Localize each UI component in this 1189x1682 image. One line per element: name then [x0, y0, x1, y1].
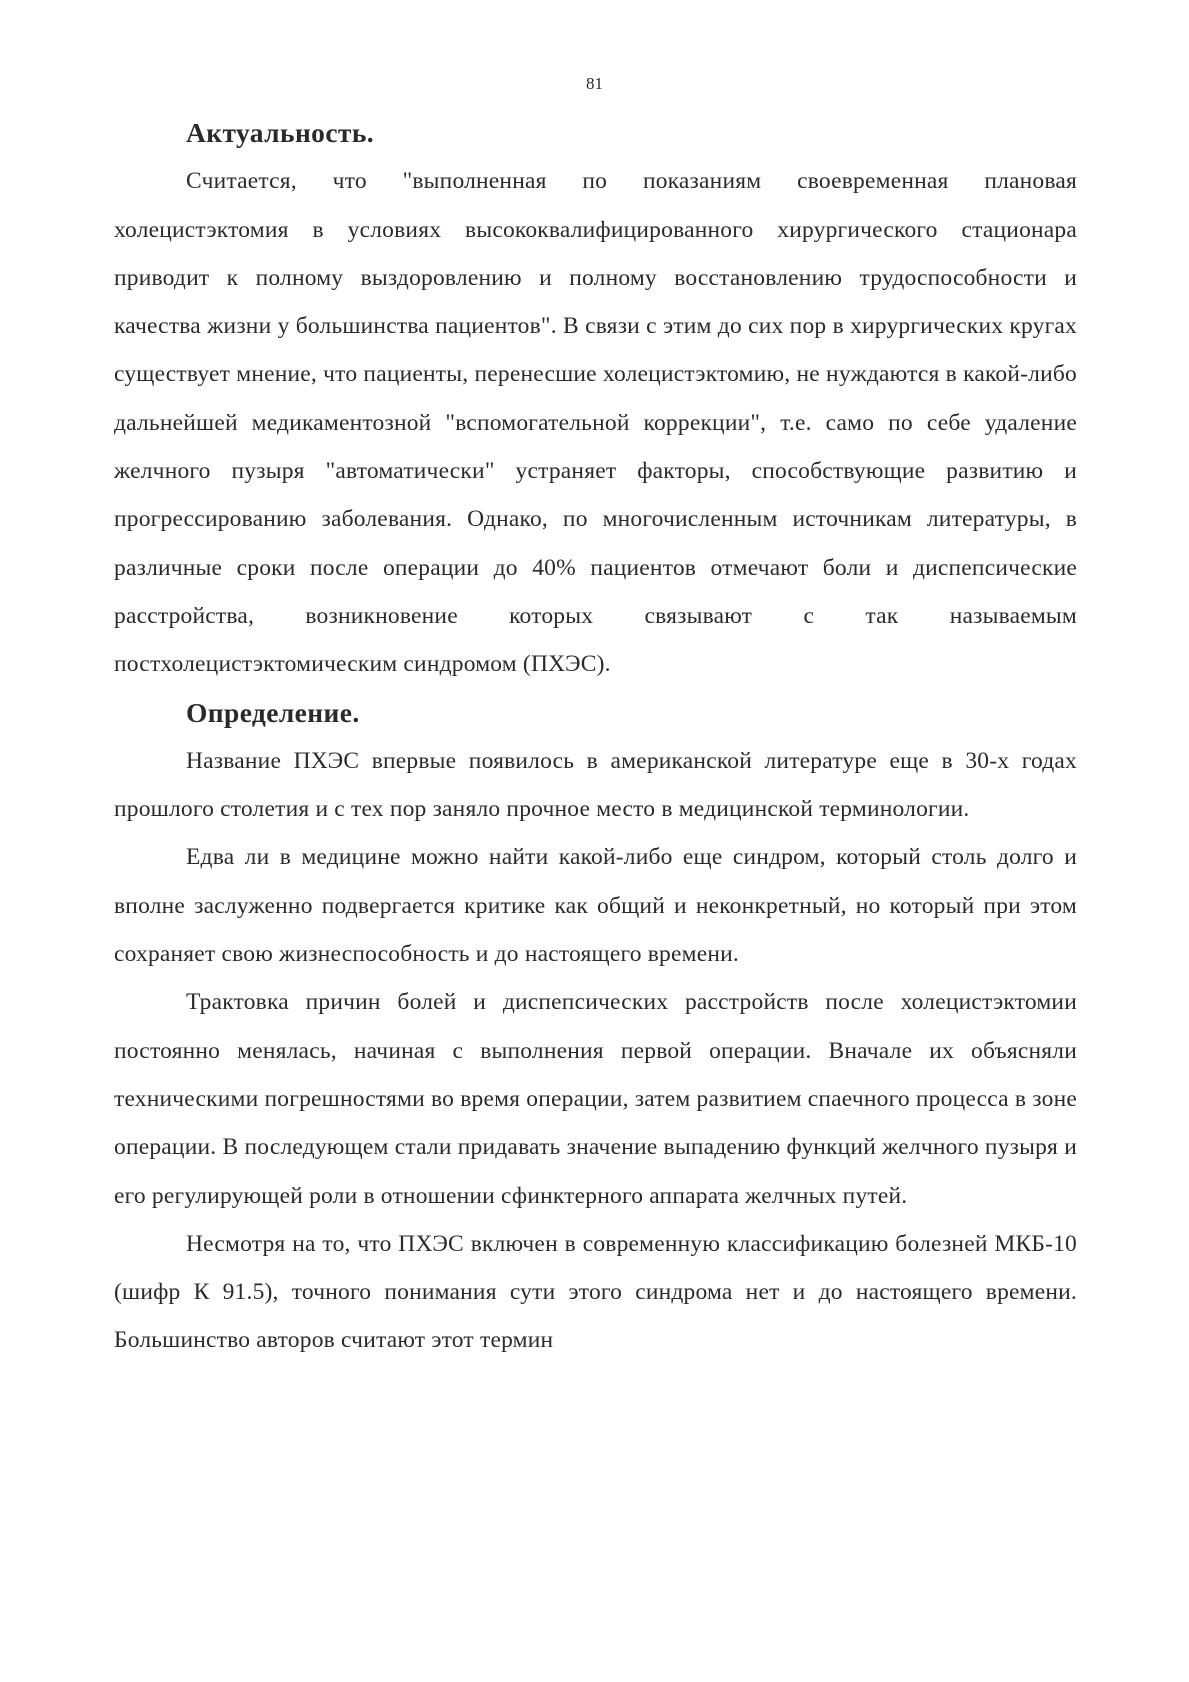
paragraph-definition-classification: Несмотря на то, что ПХЭС включен в современную классификацию болезней МКБ-10 (шифр К 91.5), точного понимания сути этого синдрома нет и до настоящего времени. Большинство авторов считают этот термин — [114, 1230, 1077, 1354]
section-heading-definition: Определение. — [186, 697, 360, 728]
paragraph-relevance: Считается, что "выполненная по показаниям своевременная плановая холецистэктомия в условиях высококвалифицированного хирургического стационара приводит к полному выздоровлению и полному восстановлению трудоспособности и качества жизни у большинства пациентов". В связи с этим до сих пор в хирургических кругах существует мнение, что пациенты, перенесшие холецистэктомию, не нуждаются в какой-либо дальнейшей медикаментозной "вспомогательной коррекции", т.е. само по себе удаление желчного пузыря "автоматически" устраняет факторы, способствующие развитию и прогрессированию заболевания. Однако, по многочисленным источникам литературы, в различные сроки после операции до 40% пациентов отмечают боли и диспепсические расстройства, возникновение которых связывают с так называемым постхолецистэктомическим синдромом (ПХЭС). — [114, 168, 1077, 678]
paragraph-definition-interpretation: Трактовка причин болей и диспепсических расстройств после холецистэктомии постоянно менялась, начиная с выполнения первой операции. Вначале их объясняли техническими погрешностями во время операции, затем развитием спаечного процесса в зоне операции. В последующем стали придавать значение выпадению функций желчного пузыря и его регулирующей роли в отношении сфинктерного аппарата желчных путей. — [114, 989, 1077, 1209]
paragraph-definition-criticism: Едва ли в медицине можно найти какой-либо еще синдром, который столь долго и вполне заслуженно подвергается критике как общий и неконкретный, но который при этом сохраняет свою жизнеспособность и до настоящего времени. — [114, 844, 1077, 968]
page-body — [114, 109, 1077, 1365]
section-heading-relevance: Актуальность. — [186, 118, 375, 148]
paragraph-definition-origin: Название ПХЭС впервые появилось в американской литературе еще в 30-х годах прошлого столетия и с тех пор заняло прочное место в медицинской терминологии. — [114, 747, 1077, 823]
page-number: 81 — [586, 74, 603, 93]
